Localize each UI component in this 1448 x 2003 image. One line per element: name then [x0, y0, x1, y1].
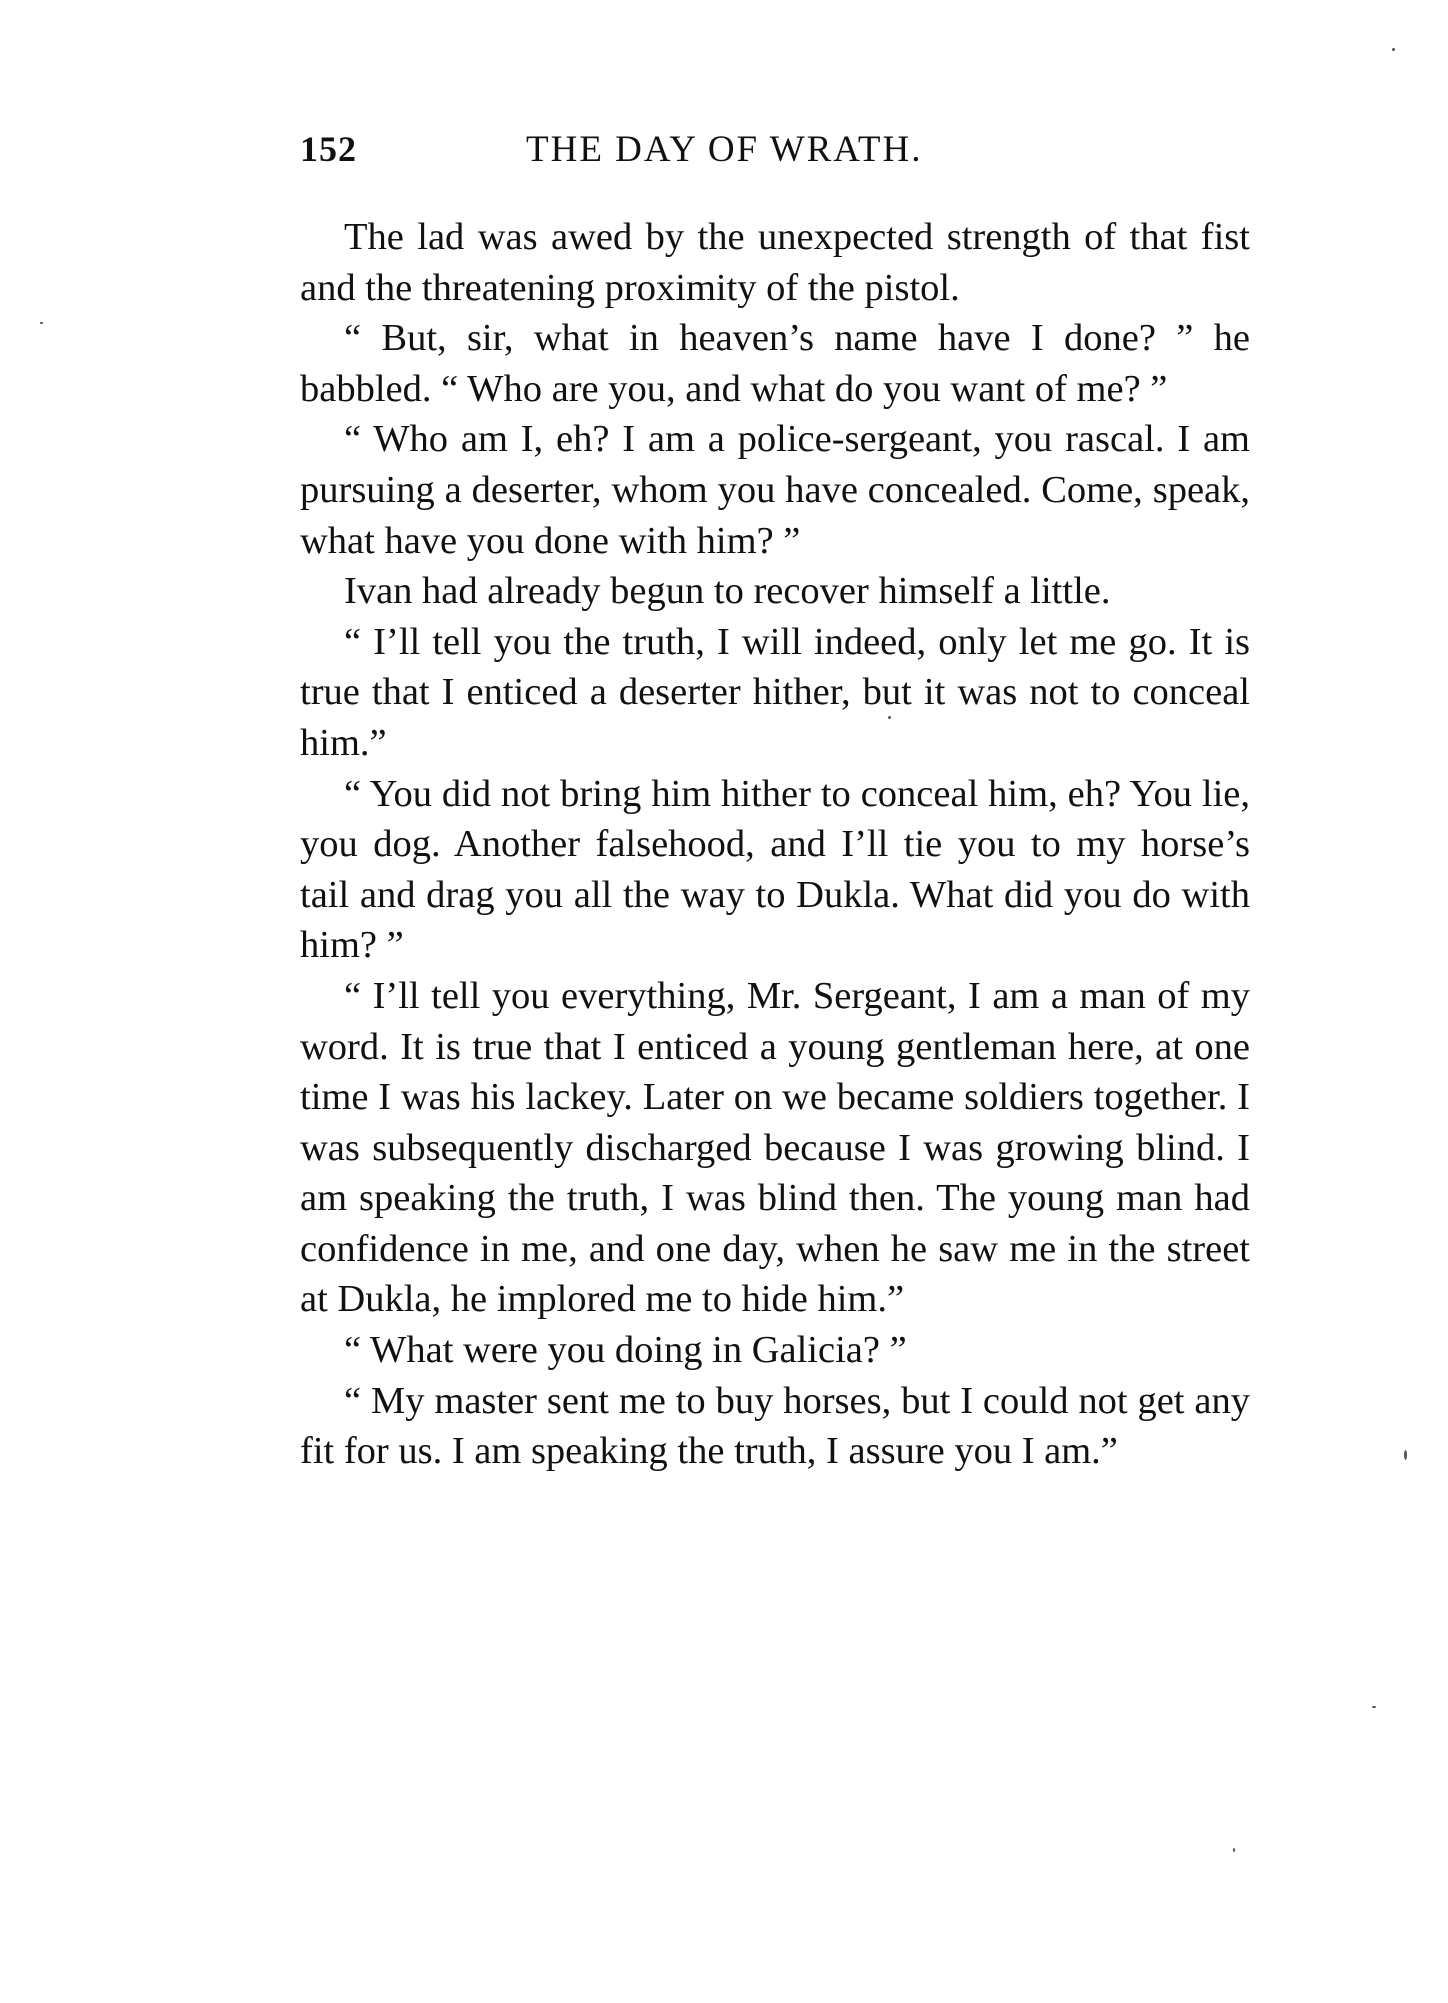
paragraph: Ivan had already begun to recover himself a little.: [344, 570, 1111, 613]
page-header: [300, 128, 1260, 178]
body-text: [300, 212, 1250, 1477]
paragraph: “ You did not bring him hither to conceal him, eh? You lie, you dog. Another falsehood, and I’ll tie you to my horse’s tail and drag you all the way to Dukla. What did you do with him? ”: [300, 772, 1250, 967]
paragraph: “ I’ll tell you everything, Mr. Sergeant, I am a man of my word. It is true that I enticed a young gentleman here, at one time I was his lackey. Later on we became soldiers together. I was subsequently discharged because I was growing blind. I am speaking the truth, I was blind then. The young man had confidence in me, and one day, when he saw me in the street at Dukla, he implored me to hide him.”: [300, 974, 1250, 1321]
scan-speck: [1233, 1848, 1235, 1852]
scan-speck: [888, 716, 891, 719]
paragraph: “ Who am I, eh? I am a police-sergeant, you rascal. I am pursuing a deserter, whom you have concealed. Come, speak, what have you done with him? ”: [300, 418, 1250, 562]
running-head: THE DAY OF WRATH.: [526, 129, 923, 170]
paragraph: “ What were you doing in Galicia? ”: [344, 1329, 907, 1372]
paragraph: “ I’ll tell you the truth, I will indeed, only let me go. It is true that I enticed a deserter hither, but it was not to conceal him.”: [300, 620, 1250, 764]
paragraph: The lad was awed by the unexpected strength of that fist and the threatening proximity of the pistol.: [300, 216, 1250, 309]
page-number: 152: [300, 129, 357, 169]
paragraph: “ My master sent me to buy horses, but I could not get any fit for us. I am speaking the truth, I assure you I am.”: [300, 1379, 1250, 1473]
scan-speck: [1372, 1706, 1376, 1708]
scan-speck: [40, 322, 43, 324]
paragraph: “ But, sir, what in heaven’s name have I done? ” he babbled. “ Who are you, and what do you want of me? ”: [300, 317, 1250, 410]
scan-speck: [1392, 48, 1395, 51]
scan-speck: [1404, 1450, 1407, 1460]
